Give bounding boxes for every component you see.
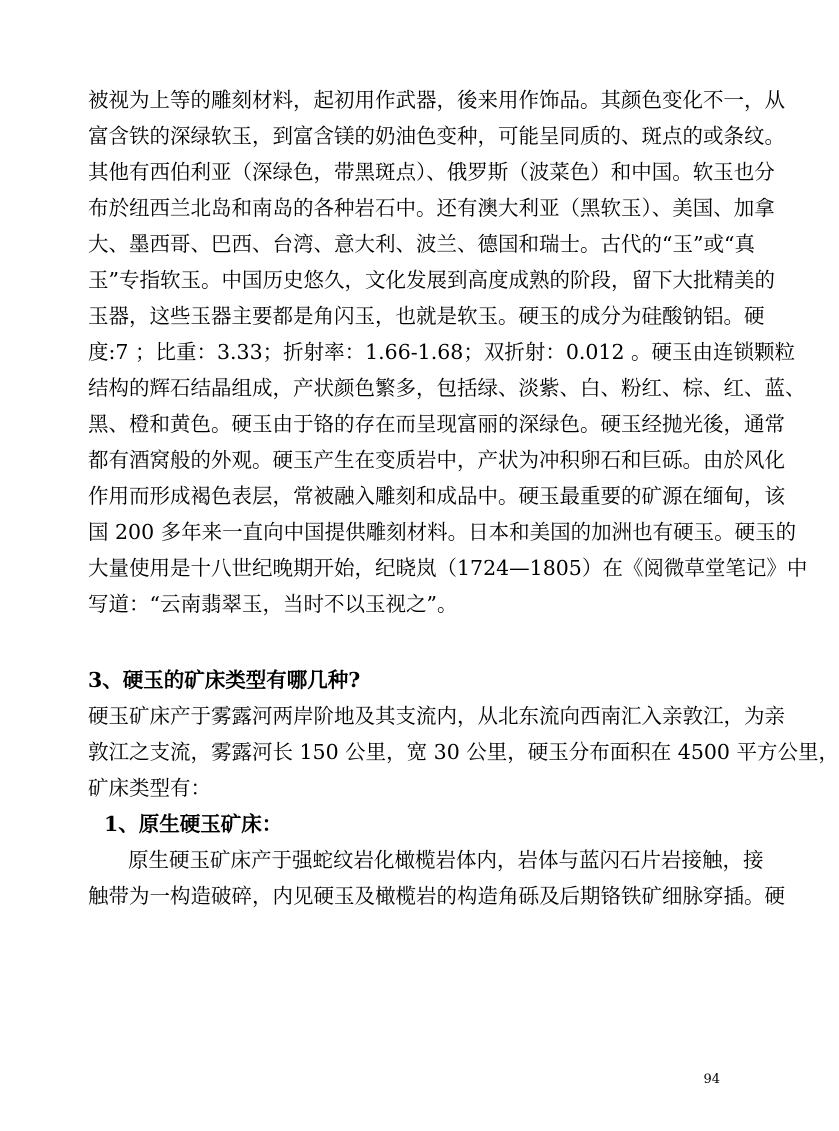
section-heading: 3、硬玉的矿床类型有哪几种?: [88, 668, 361, 692]
paragraph-line: 硬玉矿床产于雾露河两岸阶地及其支流内，从北东流向西南汇入亲敦江，为亲: [88, 704, 785, 728]
paragraph-line: 结构的辉石结晶组成，产状颜色繁多，包括绿、淡紫、白、粉红、棕、红、蓝、: [88, 376, 806, 400]
paragraph-line: 都有酒窝般的外观。硬玉产生在变质岩中，产状为冲积卵石和巨砾。由於风化: [88, 448, 785, 472]
paragraph-line: 写道：“云南翡翠玉，当时不以玉视之”。: [88, 592, 458, 616]
subheading: 1、原生硬玉矿床：: [104, 812, 283, 836]
paragraph-line: 敦江之支流，雾露河长 150 公里，宽 30 公里，硬玉分布面积在 4500 平方公里，: [88, 740, 839, 764]
paragraph-line: 黑、橙和黄色。硬玉由于铬的存在而呈现富丽的深绿色。硬玉经抛光後，通常: [88, 412, 785, 436]
paragraph-line: 原生硬玉矿床产于强蛇纹岩化橄榄岩体内，岩体与蓝闪石片岩接触，接: [128, 848, 764, 872]
paragraph-line: 玉器，这些玉器主要都是角闪玉，也就是软玉。硬玉的成分为硅酸钠铝。硬: [88, 304, 765, 328]
paragraph-line: 大量使用是十八世纪晚期开始，纪晓岚（1724—1805）在《阅微草堂笔记》中: [88, 556, 808, 580]
paragraph-line: 大、墨西哥、巴西、台湾、意大利、波兰、德国和瑞士。古代的“玉”或“真: [88, 232, 755, 256]
paragraph-line: 触带为一构造破碎，内见硬玉及橄榄岩的构造角砾及后期铬铁矿细脉穿插。硬: [88, 884, 785, 908]
paragraph-line: 富含铁的深绿软玉，到富含镁的奶油色变种，可能呈同质的、斑点的或条纹。: [88, 124, 785, 148]
paragraph-line: 矿床类型有：: [88, 776, 211, 800]
paragraph-line: 其他有西伯利亚（深绿色，带黑斑点）、俄罗斯（波菜色）和中国。软玉也分: [88, 160, 775, 184]
paragraph-line: 作用而形成褐色表层，常被融入雕刻和成品中。硬玉最重要的矿源在缅甸，该: [88, 484, 785, 508]
paragraph-line: 玉”专指软玉。中国历史悠久，文化发展到高度成熟的阶段，留下大批精美的: [88, 268, 775, 292]
paragraph-line: 被视为上等的雕刻材料，起初用作武器，後来用作饰品。其颜色变化不一，从: [88, 88, 785, 112]
paragraph-line: 布於纽西兰北岛和南岛的各种岩石中。还有澳大利亚（黑软玉）、美国、加拿: [88, 196, 775, 220]
paragraph-line: 国 200 多年来一直向中国提供雕刻材料。日本和美国的加洲也有硬玉。硬玉的: [88, 520, 797, 544]
paragraph-line: 度:7 ；比重：3.33；折射率：1.66-1.68；双折射：0.012 。硬玉由连锁颗粒: [88, 340, 796, 364]
page-number: 94: [703, 1072, 720, 1087]
